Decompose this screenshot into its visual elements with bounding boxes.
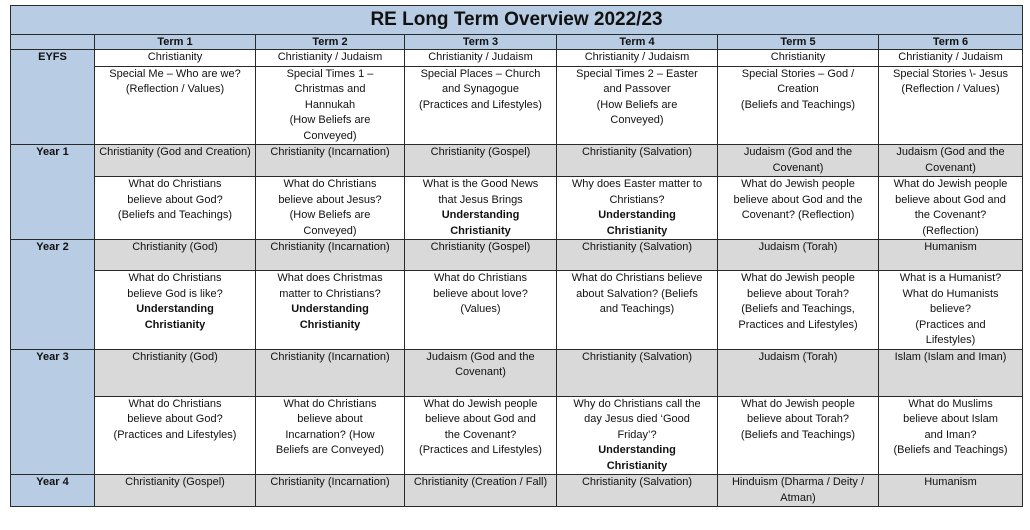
question-line: matter to Christians? [279,287,381,300]
overview-table-wrapper [10,5,1023,507]
question-line: and Synagogue [441,83,520,95]
question-line: What do Jewish people [893,178,1008,190]
topic-row [11,475,1023,507]
question-line: that Jesus Brings [438,193,523,206]
question-line: Friday’? [617,428,657,441]
question-line: Understanding [441,209,520,221]
question-cell [879,271,1023,350]
topic-cell: Christianity (Incarnation) [256,145,405,177]
question-cell [256,396,405,475]
question-line: Incarnation? (How [285,428,375,441]
topic-cell: Humanism [879,240,1023,271]
question-line: (Reflection) [922,224,979,237]
term-header: Term 2 [256,35,405,50]
question-line: Conveyed) [303,129,357,142]
term-header: Term 4 [557,35,718,50]
question-line: Understanding [136,303,214,315]
question-cell [879,177,1023,240]
topic-row [11,145,1023,177]
question-line: believe about God and the [733,193,863,206]
topic-cell: Christianity (Salvation) [557,145,718,177]
topic-cell: Islam (Islam and Iman) [879,349,1023,396]
question-line: What do Christians [283,178,377,190]
term-header: Term 3 [405,35,557,50]
question-line: (Practices and Lifestyles) [419,98,542,111]
topic-cell: Christianity [718,50,879,67]
year-label: Year 2 [11,240,95,350]
topic-cell: Christianity (God) [95,349,256,396]
term-header: Term 1 [95,35,256,50]
question-line: Conveyed) [610,114,664,126]
question-line: What do Jewish people [741,178,855,190]
question-line: (Beliefs and Teachings, [741,303,855,315]
question-cell [718,66,879,145]
question-line: believe about Jesus? [278,193,382,206]
question-line: (Practices and [915,318,986,331]
question-line: What do Jewish people [741,272,855,284]
question-line: What do Christians [283,397,377,410]
topic-cell: Judaism (God and the Covenant) [718,145,879,177]
question-line: believe about Torah? [747,287,849,300]
question-line: What does Christmas [277,272,383,284]
question-line: What do Jewish people [741,397,855,410]
question-line: (Practices and Lifestyles) [113,428,237,441]
question-row [11,271,1023,350]
question-cell [557,396,718,475]
question-cell [879,66,1023,145]
question-line: Understanding [291,303,369,315]
topic-row [11,349,1023,396]
question-line: (How Beliefs are [289,114,371,126]
question-line: believe about God and [895,193,1006,206]
question-line: believe about [297,413,363,425]
question-cell [95,396,256,475]
question-line: Special Places – Church [420,67,541,80]
topic-cell: Christianity (Salvation) [557,349,718,396]
topic-cell: Hinduism (Dharma / Deity / Atman) [718,475,879,507]
question-line: Special Times 2 – Easter [576,67,698,80]
question-cell [95,177,256,240]
question-line: (Practices and Lifestyles) [419,444,542,456]
question-line: Covenant? (Reflection) [741,209,855,221]
question-line: (Reflection / Values) [901,83,1000,95]
topic-cell: Judaism (God and the Covenant) [405,349,557,396]
question-line: What do Christians [128,397,222,410]
question-line: Practices and Lifestyles) [738,318,858,331]
question-line: Special Me – Who are we? [109,67,241,80]
question-row [11,396,1023,475]
question-line: Christianity [606,459,668,472]
topic-cell: Christianity (Incarnation) [256,349,405,396]
year-label: Year 3 [11,349,95,475]
question-line: Christianity [450,224,511,237]
question-line: Conveyed) [303,224,357,237]
term-header-row [11,35,1023,50]
overview-table [10,5,1023,507]
topic-cell: Christianity (Gospel) [405,240,557,271]
question-row [11,177,1023,240]
question-cell [557,177,718,240]
question-cell [405,177,557,240]
question-cell [405,66,557,145]
question-line: (How Beliefs are [596,98,678,111]
question-line: Special Stories – God / [741,67,855,80]
question-line: What is the Good News [422,178,539,190]
question-cell [879,396,1023,475]
question-line: What do Muslims [908,397,993,410]
question-line: What do Humanists [902,287,999,300]
topic-row [11,240,1023,271]
question-line: Christianity [606,224,668,237]
question-line: the Covenant? [444,428,517,441]
topic-row [11,50,1023,67]
question-line: Special Times 1 – [286,67,374,80]
question-line: Christianity [144,318,206,331]
term-header: Term 5 [718,35,879,50]
topic-cell: Judaism (Torah) [718,240,879,271]
question-line: Christianity [299,318,361,331]
question-line: (Beliefs and Teachings) [117,209,233,221]
question-line: (Beliefs and Teachings) [740,428,856,441]
topic-cell: Christianity (Incarnation) [256,475,405,507]
question-line: Why does Easter matter to [571,178,703,190]
question-row [11,66,1023,145]
question-line: (Values) [460,303,501,315]
question-line: believe about love? [433,287,528,300]
question-line: day Jesus died ‘Good [584,413,690,425]
question-cell [256,177,405,240]
question-line: believe God is like? [127,287,223,300]
topic-cell: Judaism (Torah) [718,349,879,396]
question-line: What do Christians believe [571,272,703,284]
topic-cell: Christianity (God) [95,240,256,271]
question-cell [557,66,718,145]
topic-cell: Christianity / Judaism [557,50,718,67]
question-line: and Iman? [924,428,977,441]
question-line: believe about God? [127,193,223,206]
question-line: Creation [777,83,819,95]
question-line: (How Beliefs are [289,209,371,221]
topic-cell: Christianity (God and Creation) [95,145,256,177]
topic-cell: Christianity [95,50,256,67]
question-line: believe about God and [425,413,536,425]
question-line: believe about Islam [903,413,998,425]
question-cell [95,66,256,145]
question-line: Beliefs are Conveyed) [275,444,385,456]
question-line: believe about God? [127,413,223,425]
question-line: What do Christians [128,178,222,190]
topic-cell: Christianity / Judaism [405,50,557,67]
question-line: Special Stories \- Jesus [893,67,1008,80]
question-line: Christmas and [294,83,366,95]
question-cell [256,66,405,145]
question-cell [256,271,405,350]
year-label: Year 1 [11,145,95,240]
question-line: believe about Torah? [747,413,849,425]
question-line: What do Jewish people [423,397,538,410]
question-line: about Salvation? (Beliefs [576,287,698,300]
question-line: (Beliefs and Teachings) [893,444,1008,456]
corner-cell [11,35,95,50]
question-line: the Covenant? [914,209,987,221]
term-header: Term 6 [879,35,1023,50]
question-cell [405,396,557,475]
question-line: What do Christians [434,272,527,284]
question-cell [95,271,256,350]
question-line: believe? [930,303,972,315]
topic-cell: Christianity (Creation / Fall) [405,475,557,507]
table-body [11,50,1023,507]
topic-cell: Christianity (Gospel) [405,145,557,177]
question-line: What do Christians [128,272,222,284]
topic-cell: Christianity / Judaism [256,50,405,67]
year-label: Year 4 [11,475,95,507]
topic-cell: Christianity (Salvation) [557,240,718,271]
question-cell [557,271,718,350]
question-line: (Beliefs and Teachings) [740,98,856,111]
question-cell [405,271,557,350]
question-line: What is a Humanist? [899,272,1002,284]
question-line: Why do Christians call the [573,397,701,410]
topic-cell: Judaism (God and the Covenant) [879,145,1023,177]
question-line: Lifestyles) [925,334,976,346]
question-line: Hannukah [304,98,356,111]
topic-cell: Christianity / Judaism [879,50,1023,67]
question-cell [718,177,879,240]
topic-cell: Humanism [879,475,1023,507]
question-line: and Passover [603,83,671,95]
question-line: and Teachings) [599,303,675,315]
question-line: Understanding [598,209,676,221]
question-line: (Reflection / Values) [125,83,225,95]
year-label: EYFS [11,50,95,145]
topic-cell: Christianity (Salvation) [557,475,718,507]
question-line: Christians? [609,193,665,206]
question-cell [718,271,879,350]
topic-cell: Christianity (Incarnation) [256,240,405,271]
page-title: RE Long Term Overview 2022/23 [11,6,1023,35]
question-cell [718,396,879,475]
topic-cell: Christianity (Gospel) [95,475,256,507]
question-line: Understanding [598,444,676,456]
